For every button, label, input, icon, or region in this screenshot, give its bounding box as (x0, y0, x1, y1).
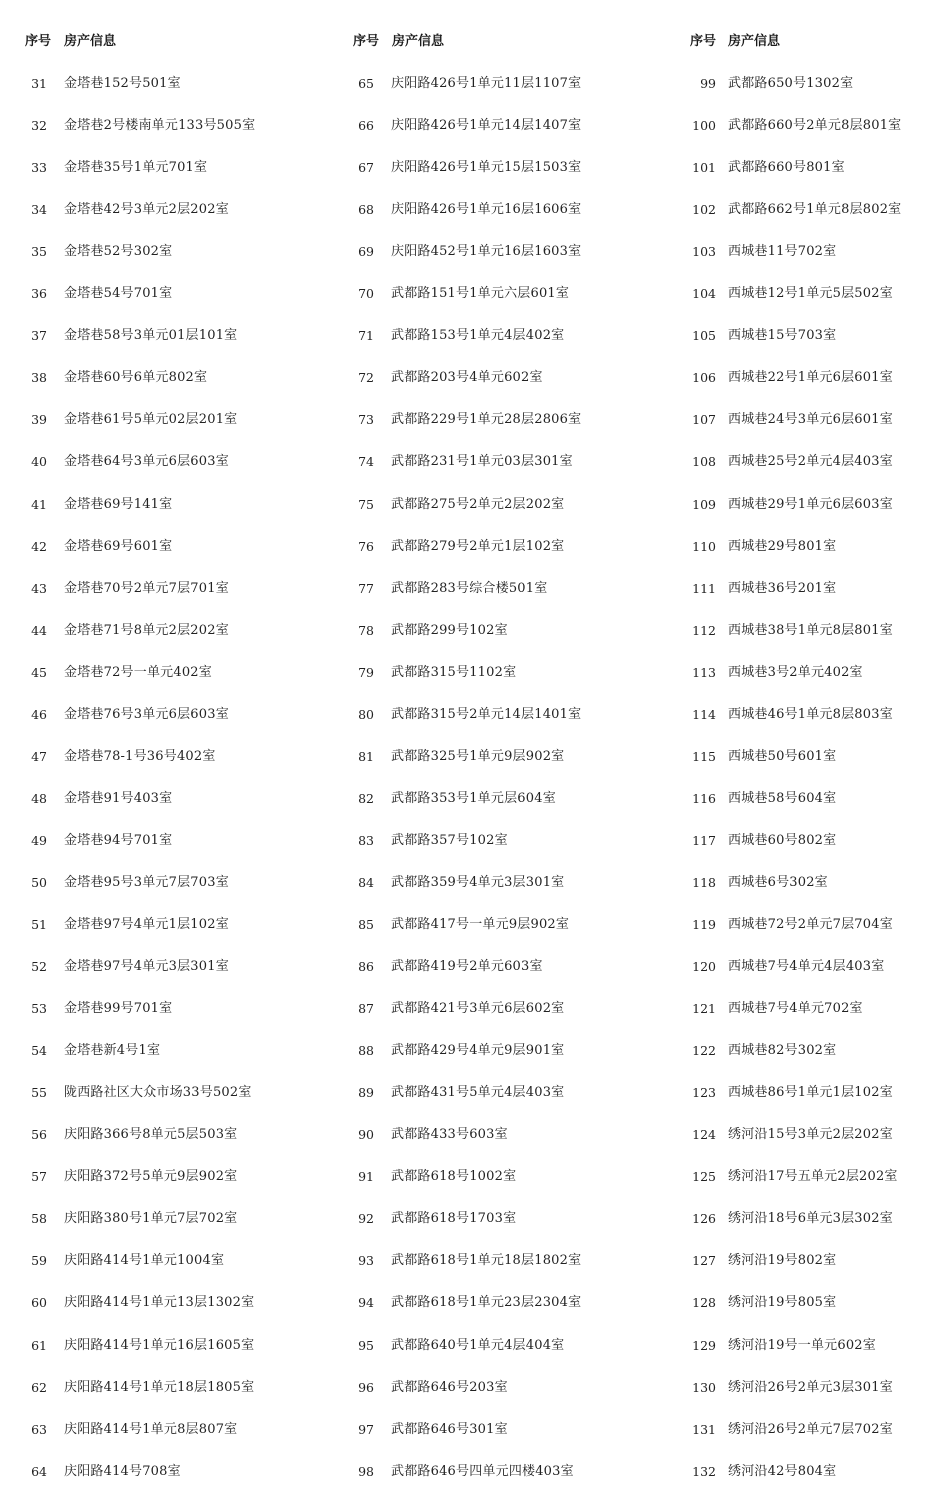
row-property-info: 武都路417号一单元9层902室 (391, 917, 570, 932)
row-number: 70 (358, 286, 374, 302)
row-property-info: 西城巷15号703室 (728, 328, 837, 344)
row-property-info: 绣河沿19号805室 (728, 1295, 837, 1311)
row-number: 73 (358, 412, 374, 428)
row-property-info: 武都路640号1单元4层404室 (391, 1337, 565, 1353)
row-property-info: 武都路646号四单元四楼403室 (391, 1463, 574, 1479)
row-property-info: 庆阳路414号1单元1004室 (64, 1253, 225, 1269)
row-number: 118 (692, 874, 716, 890)
row-property-info: 武都路231号1单元03层301室 (391, 454, 573, 470)
row-number: 111 (692, 580, 716, 596)
row-number: 66 (358, 118, 374, 133)
row-property-info: 西城巷6号302室 (728, 874, 828, 890)
row-property-info: 武都路618号1703室 (391, 1211, 517, 1227)
row-property-info: 金塔巷78-1号36号402室 (64, 748, 216, 764)
row-property-info: 金塔巷58号3单元01层101室 (64, 328, 238, 344)
row-number: 52 (31, 959, 47, 974)
row-property-info: 武都路153号1单元4层402室 (391, 328, 565, 344)
row-property-info: 金塔巷99号701室 (64, 1001, 173, 1017)
row-property-info: 庆阳路414号1单元18层1805室 (64, 1379, 255, 1395)
row-number: 84 (358, 874, 374, 890)
row-property-info: 金塔巷52号302室 (64, 244, 173, 260)
row-number: 75 (358, 496, 374, 512)
row-number: 50 (31, 874, 47, 890)
row-number: 40 (31, 454, 47, 470)
row-number: 45 (31, 664, 47, 680)
row-number: 92 (358, 1211, 374, 1227)
row-property-info: 武都路433号603室 (391, 1127, 508, 1143)
row-number: 93 (358, 1253, 374, 1269)
row-property-info: 武都路618号1单元23层2304室 (391, 1295, 582, 1311)
row-number: 89 (358, 1085, 374, 1101)
row-number: 90 (358, 1127, 374, 1143)
row-number: 44 (31, 622, 47, 638)
row-property-info: 庆阳路426号1单元15层1503室 (391, 160, 582, 176)
row-property-info: 西城巷60号802室 (728, 832, 837, 848)
row-property-info: 武都路353号1单元层604室 (391, 790, 556, 806)
row-number: 110 (692, 538, 716, 554)
row-property-info: 庆阳路426号1单元14层1407室 (391, 118, 582, 133)
row-number: 35 (31, 244, 47, 260)
row-number: 48 (31, 790, 47, 806)
row-number: 121 (692, 1001, 716, 1017)
row-number: 82 (358, 790, 374, 806)
row-number: 95 (358, 1337, 374, 1353)
row-number: 54 (31, 1043, 47, 1059)
row-number: 86 (358, 959, 374, 974)
row-property-info: 金塔巷152号501室 (64, 76, 181, 91)
row-number: 71 (358, 328, 374, 344)
row-number: 131 (692, 1421, 716, 1437)
row-property-info: 金塔巷42号3单元2层202室 (64, 202, 229, 218)
row-property-info: 武都路646号301室 (391, 1421, 508, 1437)
row-number: 42 (31, 538, 47, 554)
row-number: 87 (358, 1001, 374, 1017)
row-property-info: 庆阳路452号1单元16层1603室 (391, 244, 582, 260)
row-property-info: 武都路618号1单元18层1802室 (391, 1253, 582, 1269)
row-number: 46 (31, 706, 47, 722)
row-property-info: 庆阳路372号5单元9层902室 (64, 1169, 238, 1185)
row-number: 109 (692, 496, 716, 512)
row-property-info: 武都路618号1002室 (391, 1169, 517, 1185)
row-property-info: 庆阳路414号1单元16层1605室 (64, 1337, 255, 1353)
row-property-info: 武都路299号102室 (391, 622, 508, 638)
row-number: 119 (692, 917, 716, 932)
row-number: 105 (692, 328, 716, 344)
row-number: 55 (31, 1085, 47, 1101)
row-number: 104 (692, 286, 716, 302)
row-number: 33 (31, 160, 47, 176)
row-property-info: 西城巷25号2单元4层403室 (728, 454, 893, 470)
row-number: 38 (31, 370, 47, 386)
row-property-info: 武都路431号5单元4层403室 (391, 1085, 565, 1101)
row-number: 101 (692, 160, 716, 176)
row-property-info: 西城巷72号2单元7层704室 (728, 917, 893, 932)
row-number: 103 (692, 244, 716, 260)
row-property-info: 庆阳路366号8单元5层503室 (64, 1127, 238, 1143)
row-property-info: 金塔巷72号一单元402室 (64, 664, 212, 680)
row-property-info: 武都路275号2单元2层202室 (391, 496, 565, 512)
header-number: 序号 (353, 34, 380, 49)
row-number: 127 (692, 1253, 716, 1269)
row-number: 36 (31, 286, 47, 302)
row-number: 68 (358, 202, 374, 218)
row-number: 65 (358, 76, 374, 91)
row-number: 39 (31, 412, 47, 428)
row-number: 94 (358, 1295, 374, 1311)
row-property-info: 武都路325号1单元9层902室 (391, 748, 565, 764)
row-number: 123 (692, 1085, 716, 1101)
row-property-info: 金塔巷61号5单元02层201室 (64, 412, 238, 428)
row-number: 72 (358, 370, 374, 386)
row-property-info: 绣河沿18号6单元3层302室 (728, 1211, 893, 1227)
row-property-info: 绣河沿15号3单元2层202室 (728, 1127, 893, 1143)
row-property-info: 西城巷11号702室 (728, 244, 837, 260)
row-number: 31 (31, 76, 47, 91)
row-property-info: 绣河沿19号802室 (728, 1253, 837, 1269)
row-property-info: 西城巷7号4单元702室 (728, 1001, 863, 1017)
header-info: 房产信息 (64, 34, 117, 49)
row-property-info: 武都路151号1单元六层601室 (391, 286, 570, 302)
row-property-info: 武都路359号4单元3层301室 (391, 874, 565, 890)
header-info: 房产信息 (392, 34, 445, 49)
row-property-info: 武都路421号3单元6层602室 (391, 1001, 565, 1017)
row-property-info: 庆阳路414号1单元8层807室 (64, 1421, 238, 1437)
row-property-info: 金塔巷91号403室 (64, 790, 173, 806)
row-number: 81 (358, 748, 374, 764)
row-number: 128 (692, 1295, 716, 1311)
row-property-info: 武都路650号1302室 (728, 76, 854, 91)
row-number: 115 (692, 748, 716, 764)
row-number: 49 (31, 832, 47, 848)
row-property-info: 武都路283号综合楼501室 (391, 580, 548, 596)
row-property-info: 金塔巷54号701室 (64, 286, 173, 302)
row-number: 96 (358, 1379, 374, 1395)
row-property-info: 金塔巷60号6单元802室 (64, 370, 208, 386)
row-property-info: 金塔巷71号8单元2层202室 (64, 622, 229, 638)
row-number: 59 (31, 1253, 47, 1269)
row-number: 126 (692, 1211, 716, 1227)
row-number: 69 (358, 244, 374, 260)
row-number: 112 (692, 622, 716, 638)
row-number: 79 (358, 664, 374, 680)
row-property-info: 西城巷29号801室 (728, 538, 837, 554)
row-number: 53 (31, 1001, 47, 1017)
row-number: 122 (692, 1043, 716, 1059)
row-property-info: 庆阳路414号1单元13层1302室 (64, 1295, 255, 1311)
row-property-info: 金塔巷94号701室 (64, 832, 173, 848)
row-number: 63 (31, 1421, 47, 1437)
row-number: 67 (358, 160, 374, 176)
header-info: 房产信息 (728, 34, 781, 49)
row-number: 114 (692, 706, 716, 722)
row-number: 61 (31, 1337, 47, 1353)
row-number: 113 (692, 664, 716, 680)
row-number: 120 (692, 959, 716, 974)
row-property-info: 武都路203号4单元602室 (391, 370, 543, 386)
row-number: 56 (31, 1127, 47, 1143)
row-number: 88 (358, 1043, 374, 1059)
row-number: 76 (358, 538, 374, 554)
row-number: 62 (31, 1379, 47, 1395)
row-number: 74 (358, 454, 374, 470)
row-property-info: 武都路660号2单元8层801室 (728, 118, 902, 133)
row-number: 98 (358, 1463, 374, 1479)
row-property-info: 武都路229号1单元28层2806室 (391, 412, 582, 428)
row-property-info: 西城巷86号1单元1层102室 (728, 1085, 893, 1101)
row-property-info: 武都路357号102室 (391, 832, 508, 848)
property-column-3 (660, 0, 928, 1487)
row-property-info: 武都路429号4单元9层901室 (391, 1043, 565, 1059)
row-number: 106 (692, 370, 716, 386)
row-property-info: 西城巷22号1单元6层601室 (728, 370, 893, 386)
property-column-1 (0, 0, 330, 1487)
row-number: 132 (692, 1463, 716, 1479)
row-property-info: 金塔巷2号楼南单元133号505室 (64, 118, 256, 133)
row-property-info: 西城巷58号604室 (728, 790, 837, 806)
row-number: 130 (692, 1379, 716, 1395)
row-number: 107 (692, 412, 716, 428)
row-property-info: 陇西路社区大众市场33号502室 (64, 1085, 252, 1101)
row-property-info: 金塔巷新4号1室 (64, 1043, 161, 1059)
row-property-info: 庆阳路414号708室 (64, 1463, 181, 1479)
property-column-2 (330, 0, 660, 1487)
row-property-info: 西城巷50号601室 (728, 748, 837, 764)
row-number: 78 (358, 622, 374, 638)
row-property-info: 金塔巷69号141室 (64, 496, 173, 512)
row-property-info: 西城巷7号4单元4层403室 (728, 959, 885, 974)
row-number: 129 (692, 1337, 716, 1353)
row-property-info: 庆阳路380号1单元7层702室 (64, 1211, 238, 1227)
row-number: 124 (692, 1127, 716, 1143)
row-property-info: 金塔巷95号3单元7层703室 (64, 874, 229, 890)
row-number: 37 (31, 328, 47, 344)
row-property-info: 西城巷12号1单元5层502室 (728, 286, 893, 302)
row-property-info: 绣河沿19号一单元602室 (728, 1337, 876, 1353)
row-number: 58 (31, 1211, 47, 1227)
row-number: 60 (31, 1295, 47, 1311)
row-number: 51 (31, 917, 47, 932)
row-property-info: 西城巷38号1单元8层801室 (728, 622, 893, 638)
row-property-info: 金塔巷35号1单元701室 (64, 160, 208, 176)
row-property-info: 武都路315号2单元14层1401室 (391, 706, 582, 722)
header-number: 序号 (690, 34, 717, 49)
row-number: 85 (358, 917, 374, 932)
row-number: 100 (692, 118, 716, 133)
row-number: 125 (692, 1169, 716, 1185)
row-property-info: 金塔巷76号3单元6层603室 (64, 706, 229, 722)
row-property-info: 金塔巷97号4单元1层102室 (64, 917, 229, 932)
row-property-info: 武都路646号203室 (391, 1379, 508, 1395)
row-property-info: 金塔巷97号4单元3层301室 (64, 959, 229, 974)
row-property-info: 西城巷46号1单元8层803室 (728, 706, 893, 722)
row-property-info: 庆阳路426号1单元11层1107室 (391, 76, 582, 91)
row-number: 43 (31, 580, 47, 596)
row-property-info: 武都路279号2单元1层102室 (391, 538, 565, 554)
row-property-info: 武都路660号801室 (728, 160, 845, 176)
row-number: 83 (358, 832, 374, 848)
row-number: 57 (31, 1169, 47, 1185)
row-property-info: 西城巷3号2单元402室 (728, 664, 863, 680)
row-property-info: 武都路419号2单元603室 (391, 959, 543, 974)
row-number: 116 (692, 790, 716, 806)
row-property-info: 绣河沿26号2单元7层702室 (728, 1421, 893, 1437)
row-property-info: 武都路662号1单元8层802室 (728, 202, 902, 218)
row-number: 77 (358, 580, 374, 596)
row-number: 117 (692, 832, 716, 848)
row-number: 91 (358, 1169, 374, 1185)
row-property-info: 西城巷36号201室 (728, 580, 837, 596)
row-property-info: 武都路315号1102室 (391, 664, 517, 680)
row-property-info: 绣河沿42号804室 (728, 1463, 837, 1479)
row-number: 99 (700, 76, 716, 91)
row-property-info: 西城巷82号302室 (728, 1043, 837, 1059)
row-property-info: 西城巷29号1单元6层603室 (728, 496, 893, 512)
row-property-info: 西城巷24号3单元6层601室 (728, 412, 893, 428)
row-property-info: 绣河沿17号五单元2层202室 (728, 1169, 898, 1185)
row-property-info: 庆阳路426号1单元16层1606室 (391, 202, 582, 218)
row-number: 80 (358, 706, 374, 722)
row-property-info: 金塔巷64号3单元6层603室 (64, 454, 229, 470)
row-property-info: 金塔巷70号2单元7层701室 (64, 580, 229, 596)
row-number: 102 (692, 202, 716, 218)
row-number: 47 (31, 748, 47, 764)
row-number: 97 (358, 1421, 374, 1437)
row-number: 64 (31, 1463, 47, 1479)
row-property-info: 金塔巷69号601室 (64, 538, 173, 554)
row-number: 41 (31, 496, 47, 512)
row-number: 32 (31, 118, 47, 133)
row-number: 34 (31, 202, 47, 218)
row-number: 108 (692, 454, 716, 470)
row-property-info: 绣河沿26号2单元3层301室 (728, 1379, 893, 1395)
header-number: 序号 (25, 34, 52, 49)
